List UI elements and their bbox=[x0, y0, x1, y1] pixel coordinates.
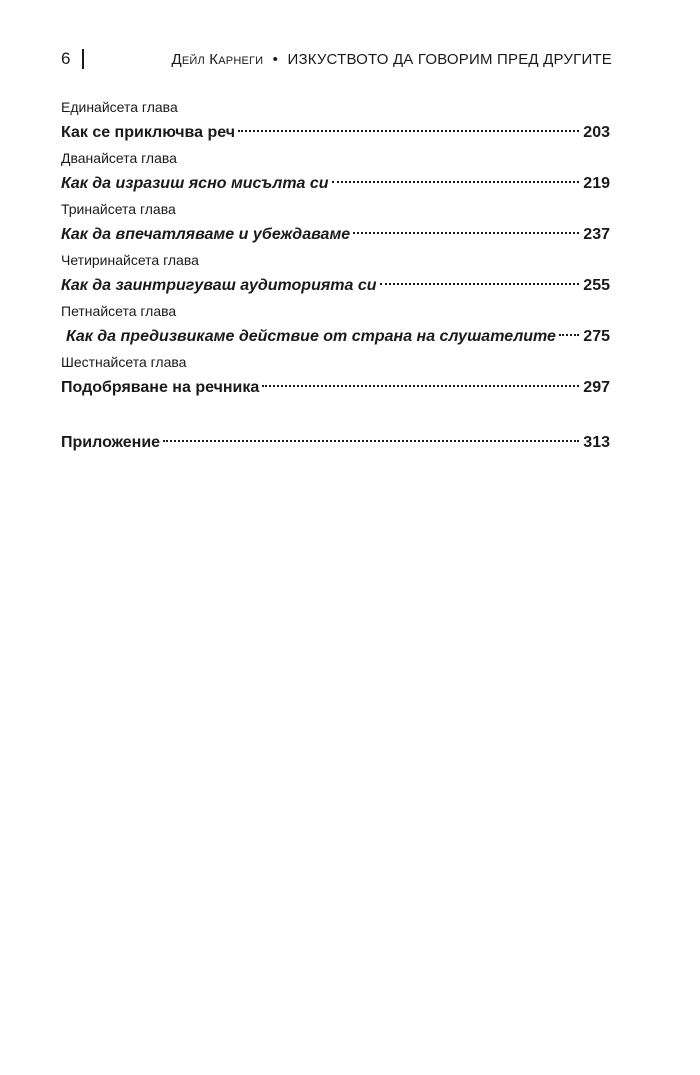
toc-title: Как да изразиш ясно мисълта си bbox=[61, 175, 329, 192]
bullet-separator: • bbox=[272, 50, 279, 68]
toc-page-number: 297 bbox=[583, 379, 610, 396]
toc-title: Как се приключва реч bbox=[61, 124, 236, 141]
toc-line[interactable] bbox=[61, 269, 610, 302]
toc-entry-chapter-16 bbox=[61, 353, 610, 404]
toc-line[interactable] bbox=[61, 218, 610, 251]
toc-entry-chapter-12 bbox=[61, 149, 610, 200]
running-header bbox=[61, 48, 612, 70]
toc-page-number: 255 bbox=[583, 277, 610, 294]
chapter-label: Дванайсета глава bbox=[61, 150, 177, 166]
page-number-value: 6 bbox=[61, 49, 71, 68]
chapter-label: Шестнайсета глава bbox=[61, 354, 187, 370]
toc-page-number: 313 bbox=[583, 434, 610, 451]
toc-line[interactable] bbox=[61, 167, 610, 200]
toc-page-number: 219 bbox=[583, 175, 610, 192]
toc-entry-chapter-14 bbox=[61, 251, 610, 302]
toc-title: Как да впечатляваме и убеждаваме bbox=[61, 226, 351, 243]
dot-leader bbox=[262, 385, 579, 387]
toc-entry-chapter-13 bbox=[61, 200, 610, 251]
toc-title: Как да заинтригуваш аудиторията си bbox=[61, 277, 377, 294]
running-title bbox=[172, 51, 612, 68]
book-title: ИЗКУСТВОТО ДА ГОВОРИМ ПРЕД ДРУГИТЕ bbox=[287, 50, 612, 68]
toc-title: Приложение bbox=[61, 434, 161, 451]
toc-entry-appendix bbox=[61, 426, 610, 459]
toc-line[interactable] bbox=[61, 320, 610, 353]
page-number bbox=[61, 49, 84, 69]
dot-leader bbox=[380, 283, 580, 285]
toc-line[interactable] bbox=[61, 116, 610, 149]
toc-page-number: 237 bbox=[583, 226, 610, 243]
dot-leader bbox=[238, 130, 579, 132]
toc-page-number: 203 bbox=[583, 124, 610, 141]
toc-line[interactable] bbox=[61, 426, 610, 459]
toc-entry-chapter-15 bbox=[61, 302, 610, 353]
dot-leader bbox=[559, 334, 579, 336]
chapter-label: Петнайсета глава bbox=[61, 303, 177, 319]
toc-title: Как да предизвикаме действие от страна на слушателите bbox=[66, 328, 556, 345]
header-divider bbox=[82, 49, 84, 69]
toc-entry-chapter-11 bbox=[61, 98, 610, 149]
dot-leader bbox=[332, 181, 580, 183]
chapter-label: Тринайсета глава bbox=[61, 201, 176, 217]
toc-line[interactable] bbox=[61, 371, 610, 404]
author-name: Дейл Карнеги bbox=[171, 50, 264, 68]
dot-leader bbox=[353, 232, 579, 234]
table-of-contents bbox=[61, 98, 610, 459]
chapter-label: Четиринайсета глава bbox=[61, 252, 199, 268]
dot-leader bbox=[163, 440, 579, 442]
toc-page-number: 275 bbox=[583, 328, 610, 345]
toc-title: Подобряване на речника bbox=[61, 379, 260, 396]
chapter-label: Единайсета глава bbox=[61, 99, 178, 115]
